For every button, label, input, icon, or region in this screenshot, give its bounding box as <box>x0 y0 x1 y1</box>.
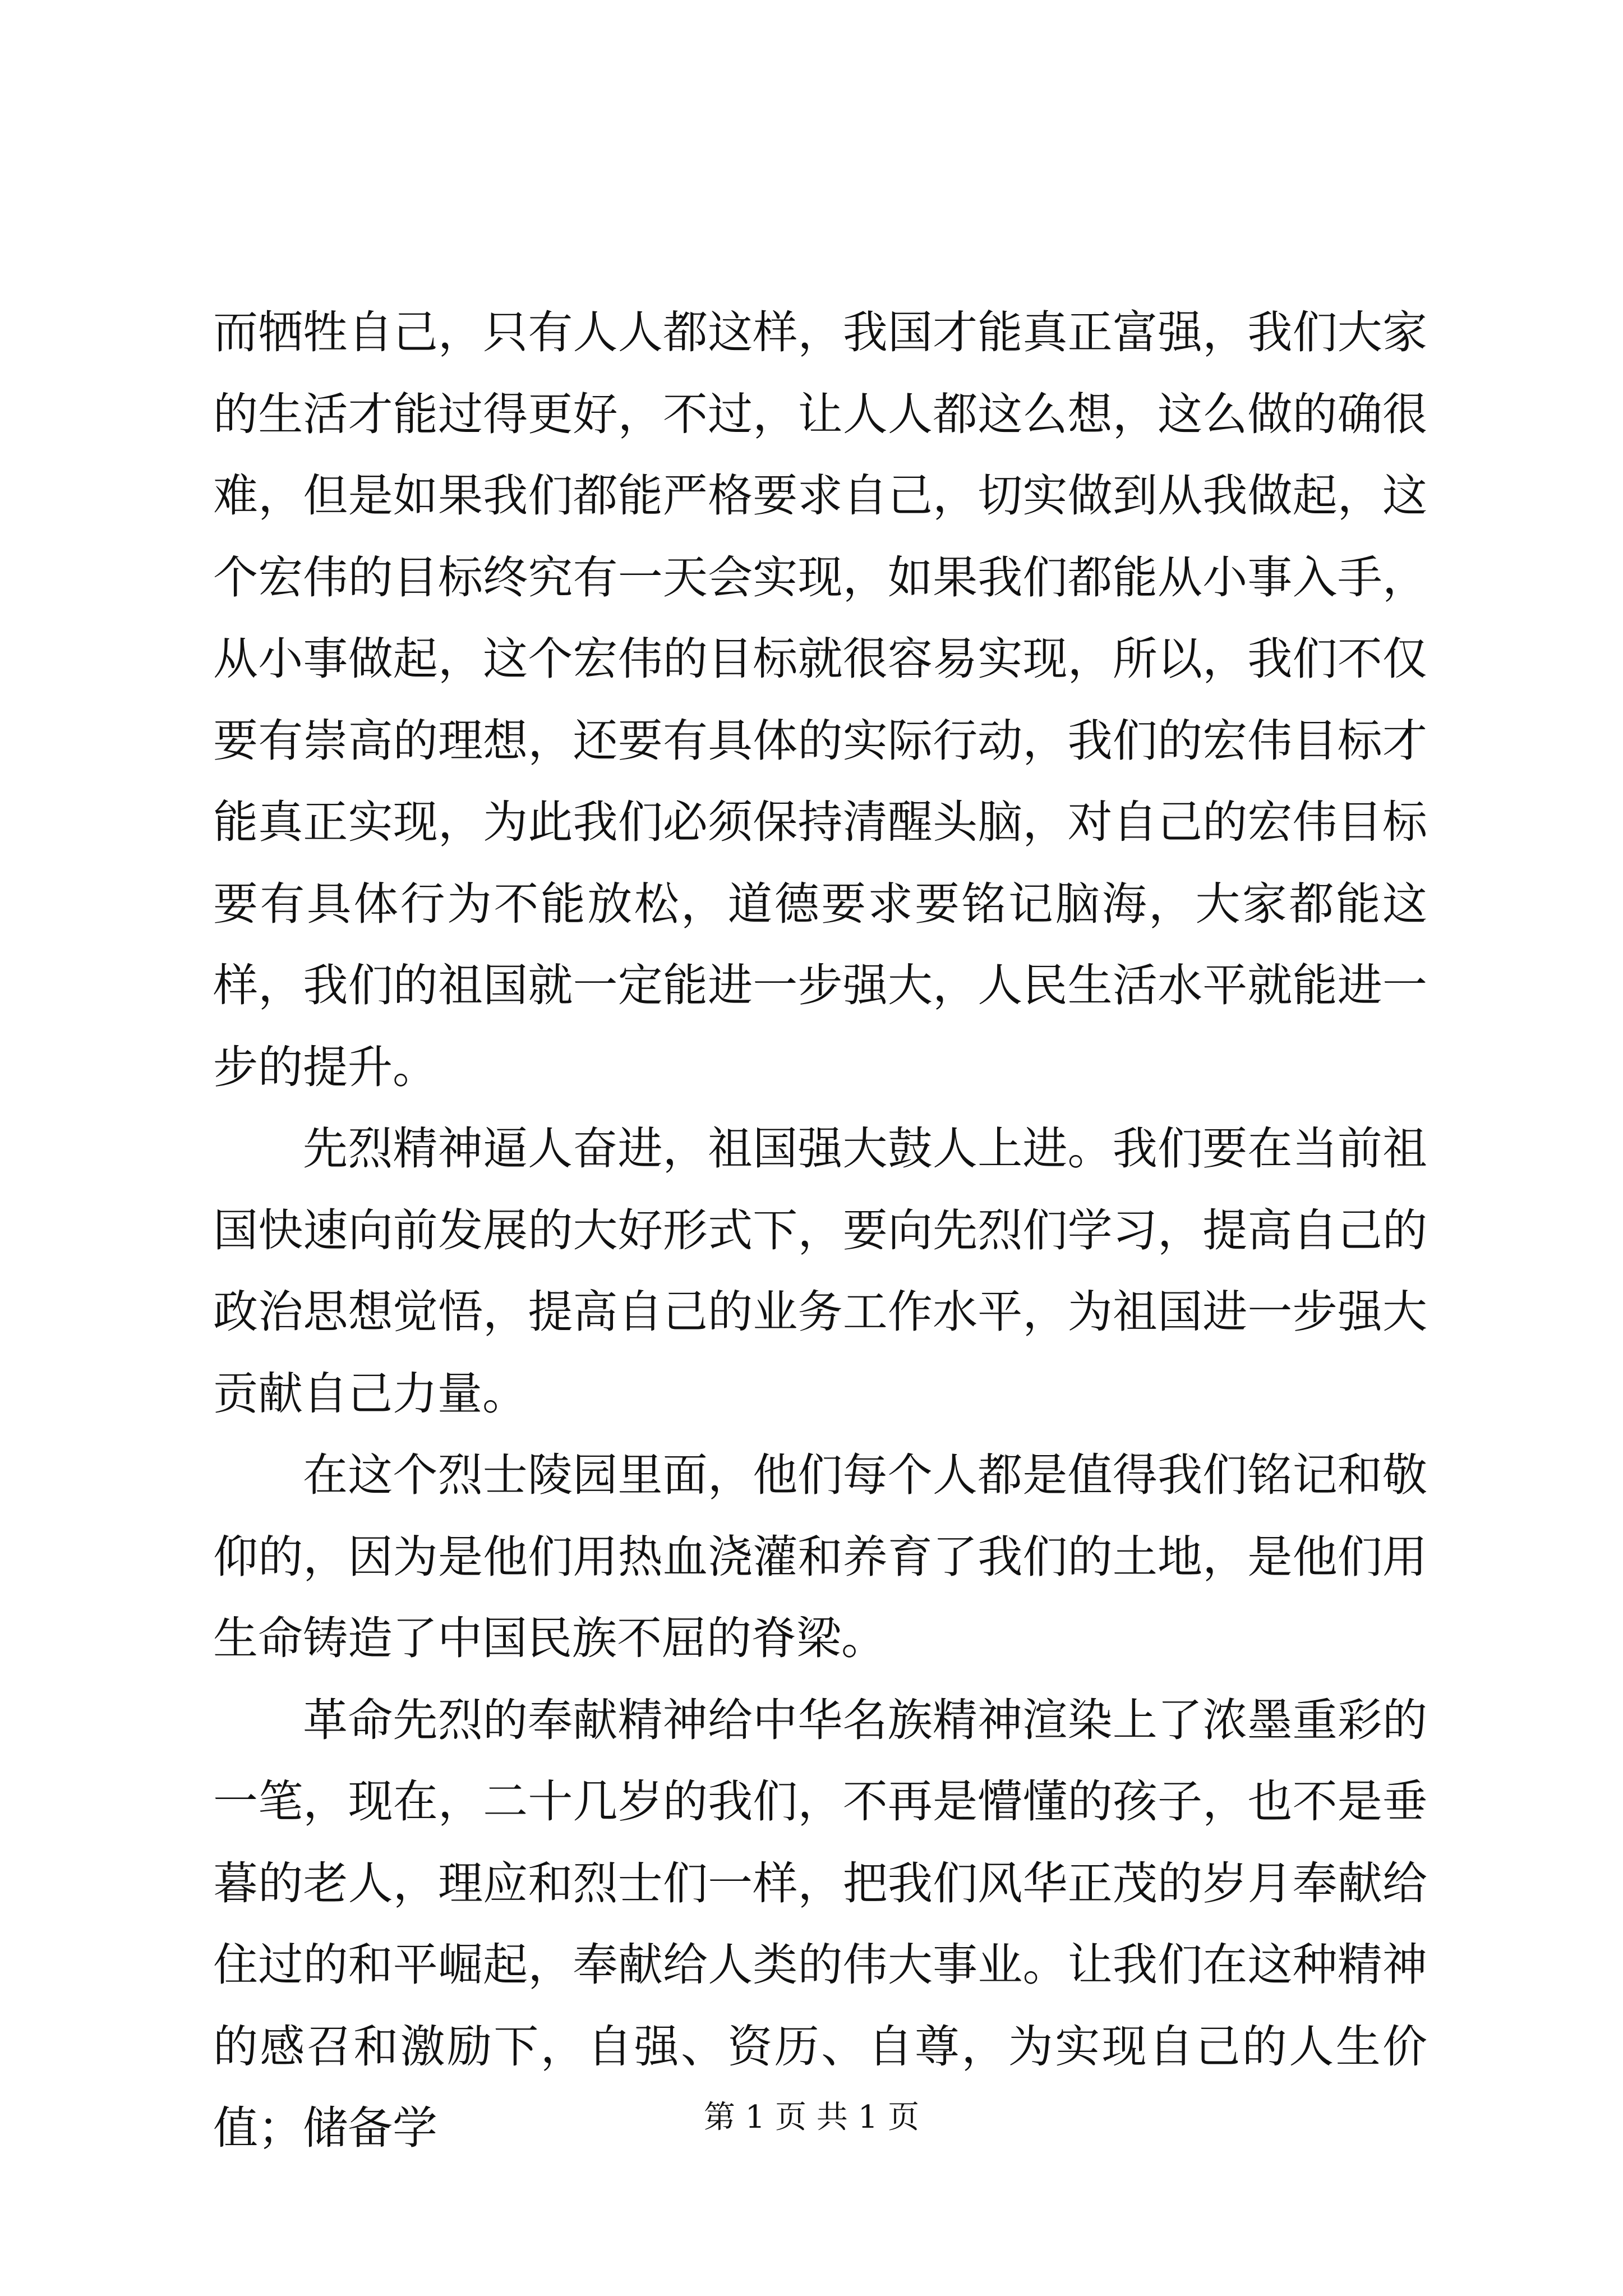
paragraph-2: 先烈精神逼人奋进，祖国强大鼓人上进。我们要在当前祖国快速向前发展的大好形式下，要向先烈们学习，提高自己的政治思想觉悟，提高自己的业务工作水平，为祖国进一步强大贡献自己力量。 <box>213 1122 1427 1420</box>
paragraph-3: 在这个烈士陵园里面，他们每个人都是值得我们铭记和敬仰的，因为是他们用热血浇灌和养育了我们的土地，是他们用生命铸造了中国民族不屈的脊梁。 <box>213 1449 1427 1664</box>
paragraph-4: 革命先烈的奉献精神给中华名族精神渲染上了浓墨重彩的一笔，现在，二十几岁的我们，不再是懵懂的孩子，也不是垂暮的老人，理应和烈士们一样，把我们风华正茂的岁月奉献给住过的和平崛起，奉献给人类的伟大事业。让我们在这种精神的感召和激励下，自强、资历、自尊，为实现自己的人生价值；储备学 <box>213 1694 1427 2154</box>
paragraph-1: 而牺牲自己，只有人人都这样，我国才能真正富强，我们大家的生活才能过得更好，不过，让人人都这么想，这么做的确很难，但是如果我们都能严格要求自己，切实做到从我做起，这个宏伟的目标终究有一天会实现，如果我们都能从小事入手，从小事做起，这个宏伟的目标就很容易实现，所以，我们不仅要有崇高的理想，还要有具体的实际行动，我们的宏伟目标才能真正实现，为此我们必须保持清醒头脑，对自己的宏伟目标要有具体行为不能放松，道德要求要铭记脑海，大家都能这样，我们的祖国就一定能进一步强大，人民生活水平就能进一步的提升。 <box>213 306 1427 1093</box>
page-footer: 第 1 页 共 1 页 <box>703 2099 920 2136</box>
document-body <box>213 292 1427 2169</box>
